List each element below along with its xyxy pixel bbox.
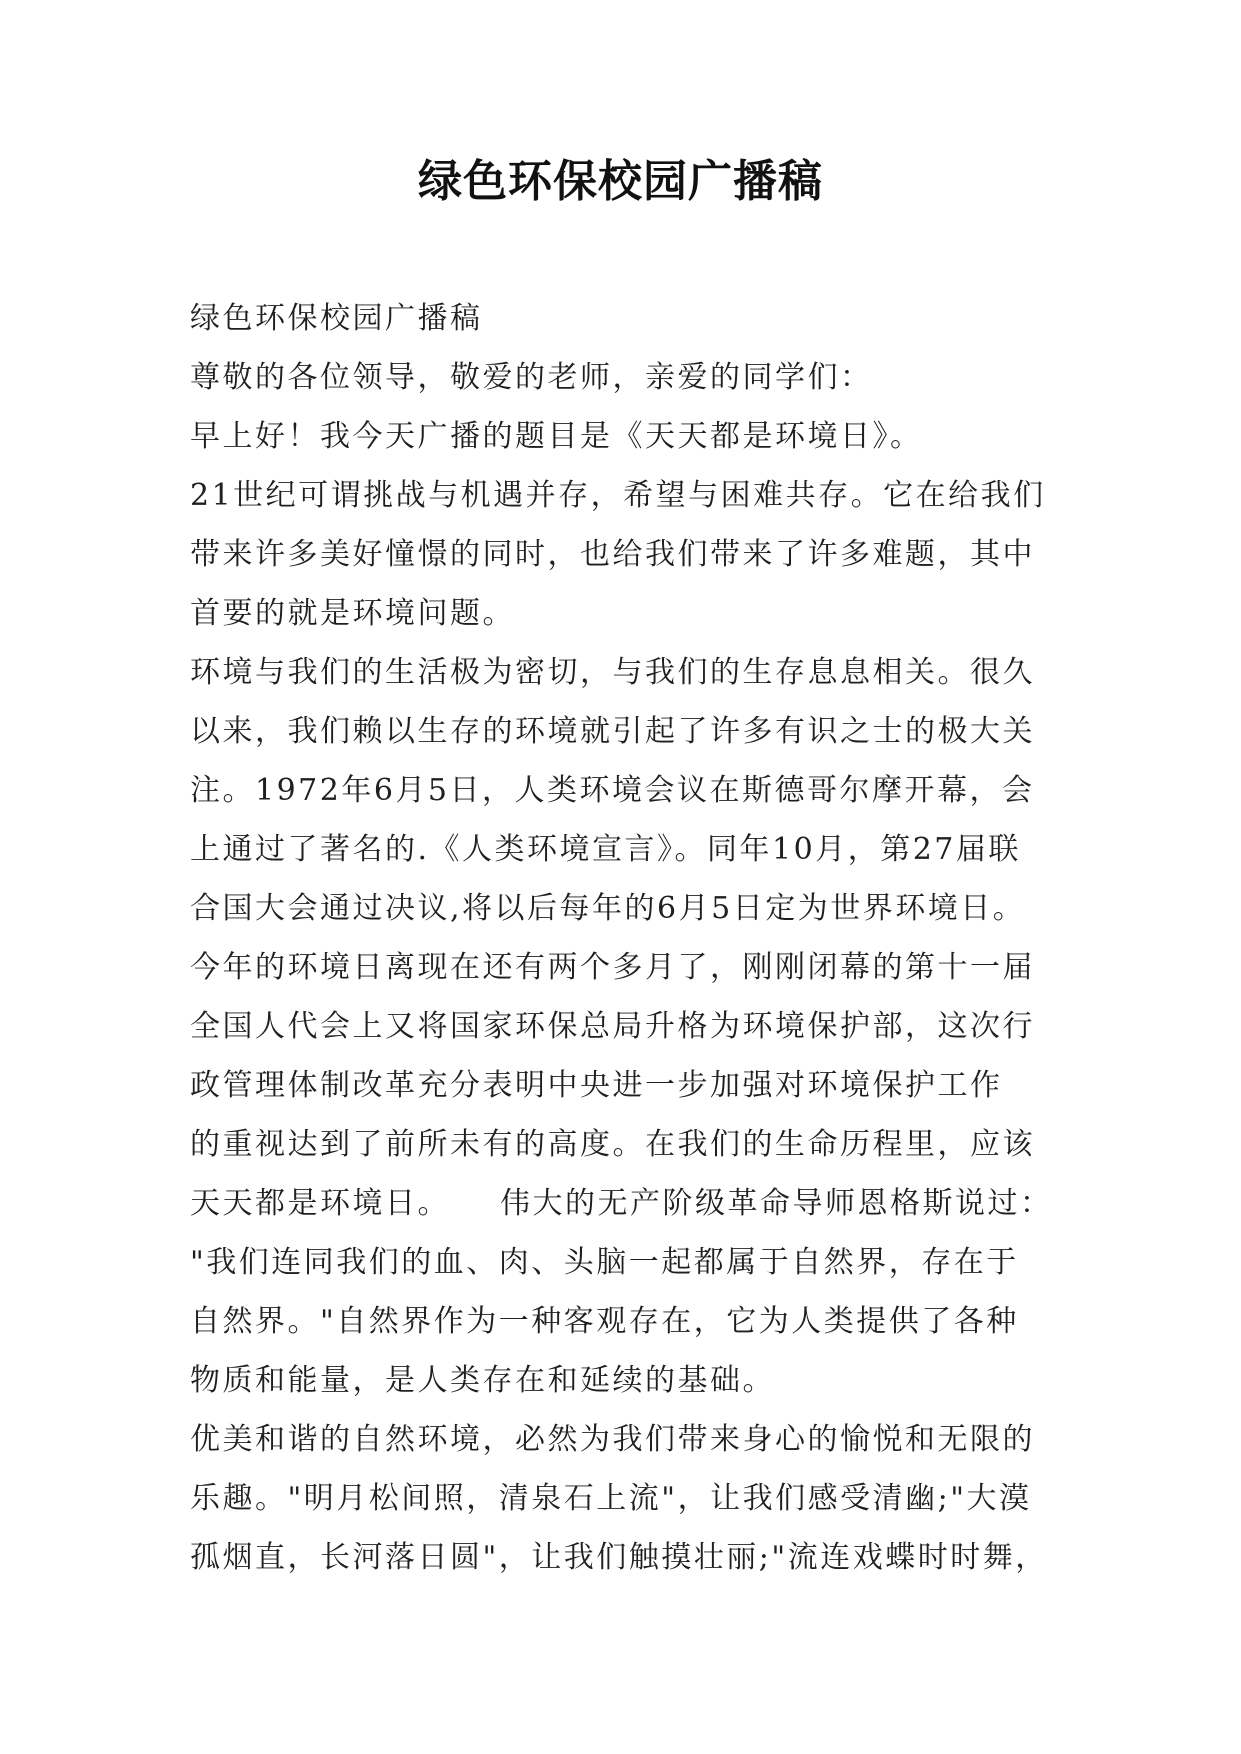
body-line: 今年的环境日离现在还有两个多月了，刚刚闭幕的第十一届 [190,950,1035,985]
body-line: 首要的就是环境问题。 [190,596,515,631]
body-line: 早上好！我今天广播的题目是《天天都是环境日》。 [190,419,923,454]
body-line: 注。1972年6月5日，人类环境会议在斯德哥尔摩开幕，会 [190,773,1035,808]
body-line: 绿色环保校园广播稿 [190,301,483,336]
body-line: 孤烟直，长河落日圆"，让我们触摸壮丽;"流连戏蝶时时舞， [190,1540,1048,1575]
body-line: 环境与我们的生活极为密切，与我们的生存息息相关。很久 [190,655,1035,690]
body-line: 物质和能量，是人类存在和延续的基础。 [190,1363,775,1398]
body-line: 上通过了著名的.《人类环境宣言》。同年10月，第27届联 [190,832,1021,867]
body-line: 的重视达到了前所未有的高度。在我们的生命历程里，应该 [190,1127,1035,1162]
body-line: 政管理体制改革充分表明中央进一步加强对环境保护工作 [190,1068,1003,1103]
body-line: 合国大会通过决议,将以后每年的6月5日定为世界环境日。 [190,891,1026,926]
document-title: 绿色环保校园广播稿 [418,156,823,207]
body-line: 乐趣。"明月松间照，清泉石上流"，让我们感受清幽;"大漠 [190,1481,1032,1516]
body-line: 自然界。"自然界作为一种客观存在，它为人类提供了各种 [190,1304,1019,1339]
body-line: 21世纪可谓挑战与机遇并存，希望与困难共存。它在给我们 [190,478,1046,513]
body-line: 带来许多美好憧憬的同时，也给我们带来了许多难题，其中 [190,537,1035,572]
body-line: 全国人代会上又将国家环保总局升格为环境保护部，这次行 [190,1009,1035,1044]
body-line: 天天都是环境日。 伟大的无产阶级革命导师恩格斯说过： [190,1186,1053,1221]
body-line: 优美和谐的自然环境，必然为我们带来身心的愉悦和无限的 [190,1422,1035,1457]
body-line: "我们连同我们的血、肉、头脑一起都属于自然界，存在于 [190,1245,1019,1280]
document-body [190,289,1070,1587]
body-line: 尊敬的各位领导，敬爱的老师，亲爱的同学们： [190,360,873,395]
body-line: 以来，我们赖以生存的环境就引起了许多有识之士的极大关 [190,714,1035,749]
